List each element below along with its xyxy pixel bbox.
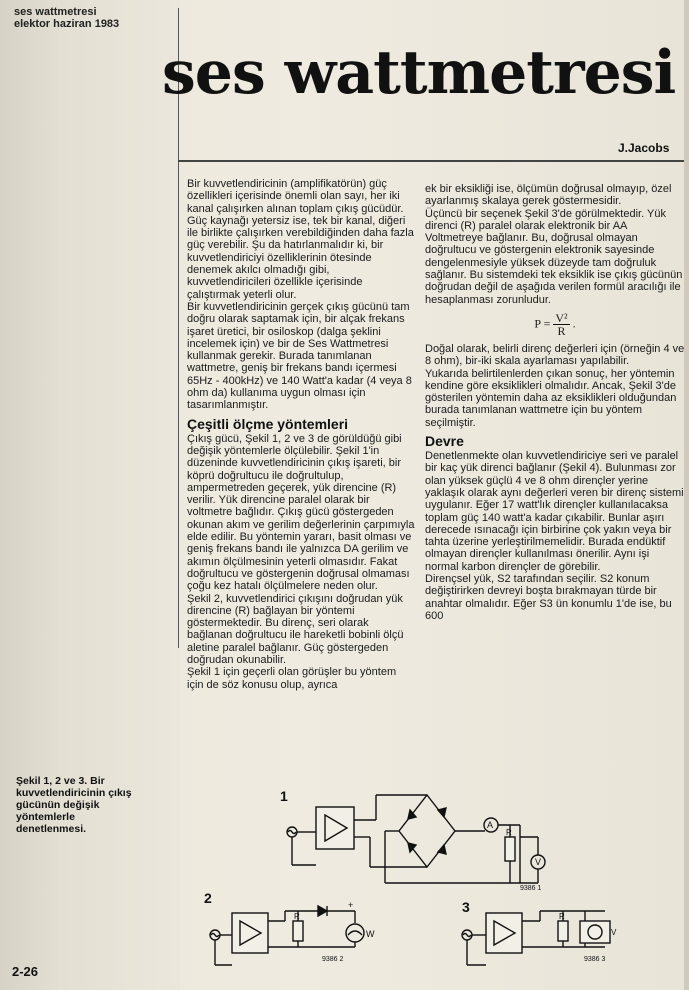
wattmeter-icon — [346, 924, 364, 942]
formula-fraction — [553, 312, 569, 337]
paragraph: ek bir eksikliği ise, ölçümün doğrusal olmayıp, özel ayarlanmış skalaya gerek göstermesidir. — [425, 183, 672, 208]
formula-end: . — [572, 316, 576, 331]
section-heading: Çeşitli ölçme yöntemleri — [187, 415, 349, 432]
voltmeter-label: V — [611, 928, 617, 937]
page-number: 2-26 — [12, 964, 39, 979]
column-left — [187, 178, 415, 691]
amplifier-box — [232, 913, 268, 953]
voltmeter-label: V — [535, 857, 542, 867]
figure-code: 9386 3 — [584, 956, 606, 963]
figure-number: 3 — [462, 899, 470, 915]
paragraph: Doğal olarak, belirli direnç değerleri için (örneğin 4 ve 8 ohm), bir-iki skala ayarlaması yapılabilir. — [425, 342, 685, 368]
circuit-figures — [180, 775, 660, 990]
author: J.Jacobs — [618, 141, 670, 155]
running-header — [14, 6, 119, 30]
paragraph: Üçüncü bir seçenek Şekil 3'de görülmektedir. Yük direnci (R) paralel olarak elektronik bir AA Voltmetreye bağlanır. Bu, doğrusal olmayan doğrultucu ve göstergenin elektronik sayesinde dengelenmesiyle yüksek düzeyde tam doğruluk sağlanır. Bu sistemdeki tek eksiklik ise çıkış gücünün doğrudan değil de aşağıda verilen formül aracılığı ile hesaplanması zorunludur. — [425, 207, 683, 306]
plus-label: + — [348, 900, 354, 910]
diode-icon — [318, 906, 327, 916]
resistor-label: R — [559, 912, 565, 921]
power-formula — [425, 312, 685, 337]
figure-number: 2 — [204, 890, 212, 906]
paragraph: Çıkış gücü, Şekil 1, 2 ve 3 de görüldüğü gibi değişik yöntemlerle ölçülebilir. Şekil 1'in düzeninde kuvvetlendiricinin çıkış işareti, bir köprü doğrultucu ile doğrultulup, ampermetreden geçerek, yük direncine (R) verilir. Yük direncine paralel olarak bir voltmetre bağlıdır. Çıkış gücü göstergeden okunan akım ve gerilim değerlerinin çarpımıyla elde edilir. Bu yöntemin yararı, basit olması ve geniş frekans bandı ile yalnızca DA gerilim ve akımın ölçülmesinin yeterli olmasıdır. Fakat doğrultucu ve göstergenin doğrusal olmaması çoğu kez hatalı ölçülmelere neden olur. — [187, 432, 415, 593]
paragraph: Bir kuvvetlendiricinin (amplifikatörün) güç özellikleri içerisinde önemli olan sayı, her iki kanal çalışırken alınan toplam çıkış gücüdür. Güç kaynağı yetersiz ise, tek bir kanal, diğeri ile birlikte çalışırken verebildiğinden daha fazla güç verebilir. Şu da hatırlanmalıdır ki, bir kuvvetlendiriciyi özelliklerinin ötesinde denemek akılcı olmadığı gibi, kuvvetlendiricileri özellikle içerisinde çalıştırmak yeterli olur. — [187, 178, 414, 301]
article-title: ses wattmetresi — [162, 38, 676, 108]
section-heading: Devre — [425, 433, 464, 450]
left-margin — [0, 0, 180, 990]
figure-code: 9386 2 — [322, 956, 344, 963]
figure-caption: Şekil 1, 2 ve 3. Bir kuvvetlendiricinin çıkış gücünün değişik yöntemlerle denetlenmesi. — [16, 775, 132, 835]
amplifier-box — [486, 913, 522, 953]
wattmeter-label: W — [366, 929, 375, 939]
electronic-voltmeter — [580, 921, 610, 943]
title-rule — [178, 160, 684, 162]
load-resistor — [293, 921, 303, 941]
load-resistor — [558, 921, 568, 941]
load-resistor — [505, 837, 515, 861]
header-title: ses wattmetresi — [14, 6, 97, 18]
resistor-label: R — [506, 828, 512, 837]
formula-lhs: P = — [534, 316, 551, 331]
paragraph: Dirençsel yük, S2 tarafından seçilir. S2 konum değiştirirken devreyi boşta bırakmayan türde bir anahtar olmalıdır. Eğer S3 ün konumlu 1'de ise, bu 600 — [425, 573, 672, 622]
paragraph: Şekil 1 için geçerli olan görüşler bu yöntem için de söz konusu olup, ayrıca — [187, 666, 397, 691]
column-right — [425, 183, 685, 622]
ammeter-label: A — [487, 820, 494, 830]
formula-numerator: V² — [555, 310, 568, 325]
bridge-rectifier — [399, 795, 455, 867]
formula-denominator: R — [557, 323, 566, 338]
paragraph: Denetlenmekte olan kuvvetlendiriciye seri ve paralel bir kaç yük direnci bağlanır (Şekil 4). Bulunması zor olan yüksek güçlü 4 ve 8 ohm dirençler yerine yaklaşık olarak aynı değerleri veren bir direnç sistemi uygulanır. Eğer 17 watt'lık dirençler kullanılacaksa toplam güç 140 watt'a kadar çıkabilir. Bunlar aşırı derecede ısınacağı için birbirine çok yakın veya bir tahta üzerine yerleştirilmemelidir. Burada endüktif olmayan dirençler kullanılması önerilir. Aynı işi normal karbon dirençler de görebilir. — [425, 450, 684, 573]
paragraph: Şekil 2, kuvvetlendirici çıkışını doğrudan yük direncine (R) bağlayan bir yöntemi göstermektedir. Bu direnç, seri olarak bağlanan doğrultucu ile hareketli bobinli ölçü aletine paralel bağlanır. Güç göstergeden doğrudan okunabilir. — [187, 592, 404, 666]
paragraph: Bir kuvvetlendiricinin gerçek çıkış gücünü tam doğru olarak saptamak için, bir alçak frekans işaret üretici, bir osiloskop (dalga şeklini incelemek için) ve bir de Ses Wattmetresi kullanmak gerekir. Burada tanımlanan wattmetre, geniş bir frekans bandı içermesi 65Hz - 400kHz) ve 140 Watt'a kadar (4 veya 8 ohm da) kullanıma uygun olması için tasarımlanmıştır. — [187, 300, 412, 412]
paragraph: Yukarıda belirtilenlerden çıkan sonuç, her yöntemin kendine göre eksiklikleri olmalıdır. Ancak, Şekil 3'de gösterilen yöntemin daha az eksiklikleri olduğundan burada tanımlanan wattmetre için bu yöntem seçilmiştir. — [425, 367, 677, 429]
figure-code: 9386 1 — [520, 885, 542, 892]
header-issue: elektor haziran 1983 — [14, 18, 120, 30]
figure-number: 1 — [280, 788, 288, 804]
resistor-label: R — [294, 912, 300, 921]
